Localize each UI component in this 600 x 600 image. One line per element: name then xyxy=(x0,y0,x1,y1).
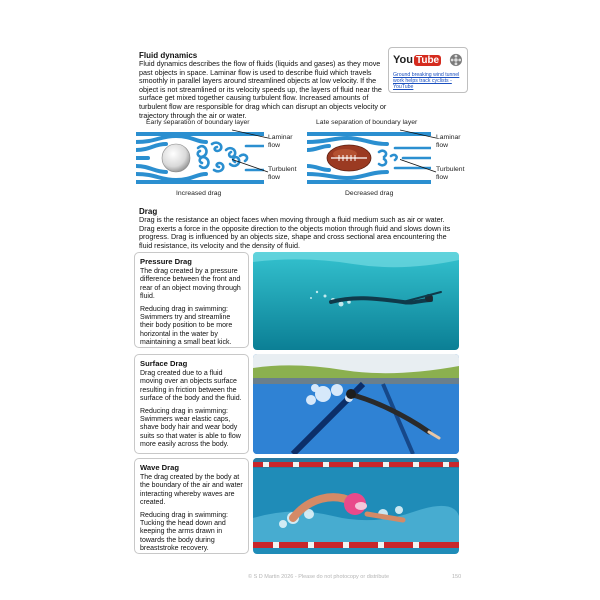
youtube-logo-tube: Tube xyxy=(415,54,440,66)
copyright-notice: © S D Martin 2026 - Please do not photocopy or distribute xyxy=(248,574,390,580)
youtube-link-box[interactable] xyxy=(388,47,468,93)
fluid-dynamics-paragraph: Fluid dynamics describes the flow of fluids (liquids and gases) as they move past objects in space. Laminar flow is used to describe fluid which travels smoothly in parallel layers around streamlined objects at low velocity. If the object is not streamlined or its velocity speeds up, the layers of fluid near the surface get mixed together causing turbulent flow. Increased amounts of turbulent flow are responsible for drag which can disrupt an objects velocity or trajectory through the air or water. xyxy=(139,59,387,120)
surface-drag-card xyxy=(134,354,249,454)
wave-drag-photo xyxy=(253,458,459,554)
pressure-drag-reducing: Reducing drag in swimming: Swimmers try and streamline their body position to be more horizontal in the water by maintaining a small beat kick. xyxy=(140,305,233,347)
fluid-dynamics-heading: Fluid dynamics xyxy=(139,51,198,60)
pressure-drag-title: Pressure Drag xyxy=(140,257,192,266)
left-turbulent-flow-label: Turbulent flow xyxy=(268,166,297,181)
right-turbulent-flow-label: Turbulent flow xyxy=(436,166,465,181)
pressure-drag-definition: The drag created by a pressure difference between the front and rear of an object moving through fluid. xyxy=(140,268,241,301)
pressure-drag-card xyxy=(134,252,249,348)
left-laminar-flow-label: Laminar flow xyxy=(268,134,293,149)
surface-drag-title: Surface Drag xyxy=(140,359,188,368)
right-diagram-bottom-caption: Decreased drag xyxy=(345,190,394,197)
wave-drag-card xyxy=(134,458,249,554)
drag-paragraph: Drag is the resistance an object faces when moving through a fluid medium such as air or water. Drag exerts a force in the opposite direction to the objects motion through fluid and slows down its progress. Drag is influenced by an objects size, shape and cross sectional area encountering the fluid resistance, its velocity and the density of fluid. xyxy=(139,215,451,250)
page-number: 150 xyxy=(452,574,462,580)
surface-drag-definition: Drag created due to a fluid moving over an objects surface resulting in friction between the surface of the body and the fluid. xyxy=(140,370,242,403)
surface-drag-reducing: Reducing drag in swimming: Swimmers wear elastic caps, shave body hair and wear body suits so that water is able to flow more easily across the body. xyxy=(140,407,241,449)
wave-drag-title: Wave Drag xyxy=(140,463,179,472)
drag-heading: Drag xyxy=(139,207,158,216)
youtube-logo xyxy=(393,51,463,69)
left-diagram-bottom-caption: Increased drag xyxy=(176,190,222,197)
right-diagram-top-caption: Late separation of boundary layer xyxy=(316,119,418,126)
surface-drag-photo xyxy=(253,354,459,454)
left-pointer-lines xyxy=(232,128,272,178)
film-reel-icon xyxy=(449,52,463,68)
youtube-logo-you: You xyxy=(393,54,413,66)
wave-drag-reducing: Reducing drag in swimming: Tucking the head down and keeping the arms drawn in towards the body during breaststroke recovery. xyxy=(140,511,228,553)
youtube-video-link[interactable]: Ground breaking wind tunnel work helps track cyclists - YouTube xyxy=(393,72,460,90)
pressure-drag-photo xyxy=(253,252,459,350)
right-laminar-flow-label: Laminar flow xyxy=(436,134,461,149)
left-diagram-top-caption: Early separation of boundary layer xyxy=(146,119,250,126)
right-pointer-lines xyxy=(400,128,440,178)
wave-drag-definition: The drag created by the body at the boundary of the air and water interacting whereby waves are created. xyxy=(140,474,243,507)
